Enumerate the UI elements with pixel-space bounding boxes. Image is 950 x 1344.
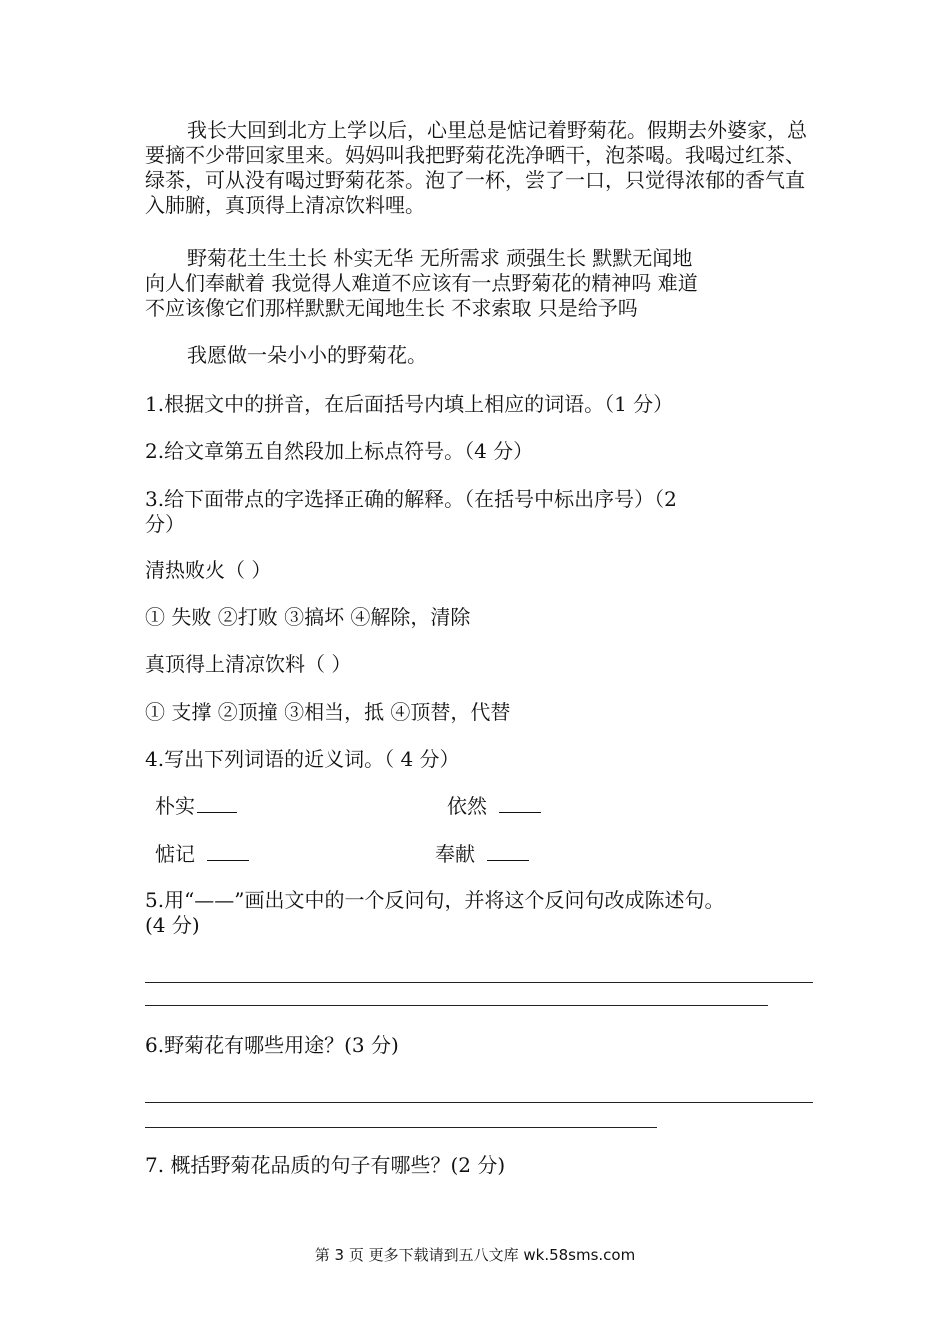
synonym-word: 依然 bbox=[447, 794, 487, 818]
answer-line[interactable] bbox=[145, 1127, 657, 1128]
answer-blank[interactable] bbox=[197, 794, 237, 813]
question-3-item-1-options: ① 失败 ②打败 ③搞坏 ④解除，清除 bbox=[145, 605, 471, 629]
synonym-item bbox=[447, 794, 541, 819]
question-3-line-1: 3.给下面带点的字选择正确的解释。（在括号中标出序号）（2 bbox=[145, 487, 677, 511]
answer-blank[interactable] bbox=[487, 842, 529, 861]
synonym-item bbox=[155, 842, 249, 867]
passage-paragraph-5-line-2: 向人们奉献着 我觉得人难道不应该有一点野菊花的精神吗 难道 bbox=[145, 271, 698, 295]
synonym-item bbox=[435, 842, 529, 867]
passage-paragraph-5-line-3: 不应该像它们那样默默无闻地生长 不求索取 只是给予吗 bbox=[145, 296, 638, 320]
synonym-word: 朴实 bbox=[155, 794, 195, 818]
passage-paragraph-6: 我愿做一朵小小的野菊花。 bbox=[187, 343, 427, 367]
answer-line[interactable] bbox=[145, 1102, 813, 1103]
synonym-word: 奉献 bbox=[435, 842, 475, 866]
passage-paragraph-4: 我长大回到北方上学以后，心里总是惦记着野菊花。假期去外婆家，总要摘不少带回家里来。妈妈叫我把野菊花洗净晒干，泡茶喝。我喝过红茶、绿茶，可从没有喝过野菊花茶。泡了一杯，尝了一口，只觉得浓郁的香气直入肺腑，真顶得上清凉饮料哩。 bbox=[145, 118, 807, 217]
answer-line[interactable] bbox=[145, 1005, 768, 1006]
question-5-line-1: 5.用“——”画出文中的一个反问句，并将这个反问句改成陈述句。 bbox=[145, 888, 725, 912]
answer-blank[interactable] bbox=[499, 794, 541, 813]
question-1: 1.根据文中的拼音，在后面括号内填上相应的词语。（1 分） bbox=[145, 392, 674, 416]
synonym-word: 惦记 bbox=[155, 842, 195, 866]
passage-paragraph-5-line-1: 野菊花土生土长 朴实无华 无所需求 顽强生长 默默无闻地 bbox=[187, 246, 693, 270]
page-footer: 第 3 页 更多下载请到五八文库 wk.58sms.com bbox=[314, 1246, 636, 1264]
synonym-item bbox=[155, 794, 237, 819]
question-3-item-2: 真顶得上清凉饮料（ ） bbox=[145, 652, 352, 676]
question-7: 7. 概括野菊花品质的句子有哪些？(2 分) bbox=[145, 1153, 506, 1177]
question-3-item-2-options: ① 支撑 ②顶撞 ③相当，抵 ④顶替，代替 bbox=[145, 700, 511, 724]
answer-line[interactable] bbox=[145, 982, 813, 983]
question-4: 4.写出下列词语的近义词。（ 4 分） bbox=[145, 747, 460, 771]
answer-blank[interactable] bbox=[207, 842, 249, 861]
question-2: 2.给文章第五自然段加上标点符号。（4 分） bbox=[145, 439, 534, 463]
question-3-item-1: 清热败火（ ） bbox=[145, 558, 272, 582]
question-3-line-2: 分） bbox=[145, 512, 185, 536]
question-6: 6.野菊花有哪些用途？(3 分) bbox=[145, 1033, 399, 1057]
question-5-line-2: (4 分) bbox=[145, 913, 200, 937]
